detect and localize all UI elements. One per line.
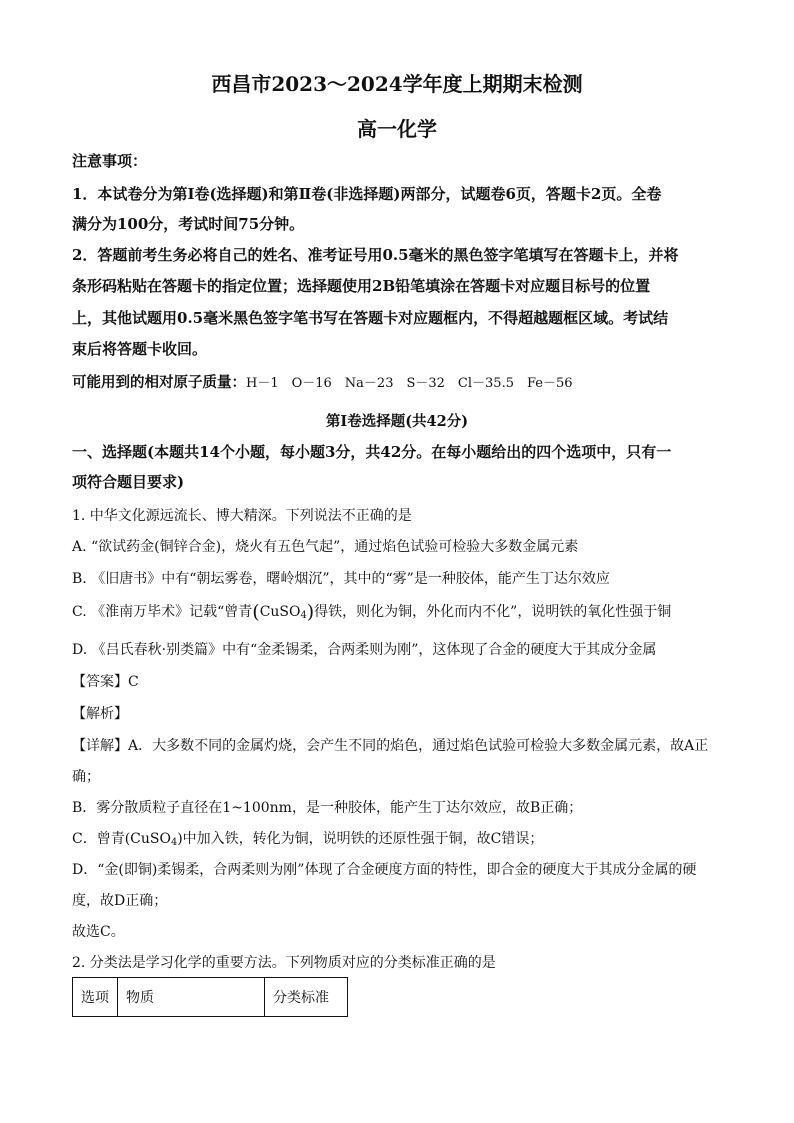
q1-option-c-formula: CuSO bbox=[259, 604, 301, 620]
notice-item1-line2: 满分为100分，考试时间75分钟。 bbox=[72, 215, 305, 233]
q1-detail-c bbox=[72, 828, 543, 848]
section-instructions-line2: 项符合题目要求) bbox=[72, 473, 185, 491]
q2-table bbox=[72, 977, 348, 1017]
notice-item2-line4: 束后将答题卡收回。 bbox=[72, 340, 208, 358]
q1-option-b: B. 《旧唐书》中有“朝坛雾卷，曙岭烟沉”，其中的“雾”是一种胶体，能产生丁达尔效应 bbox=[72, 571, 610, 587]
notice-item2-line3: 上，其他试题用0.5毫米黑色签字笔书写在答题卡对应题框内，不得超越题框区域。考试结 bbox=[72, 309, 669, 327]
notice-item2-line2: 条形码粘贴在答题卡的指定位置；选择题使用2B铅笔填涂在答题卡对应题目标号的位置 bbox=[72, 277, 651, 295]
q1-detail-c-subscript: 4 bbox=[170, 837, 178, 848]
notice-heading: 注意事项： bbox=[72, 152, 148, 170]
q1-detail-line1: 【详解】A．大多数不同的金属灼烧，会产生不同的焰色，通过焰色试验可检验大多数金属元素，故A正 bbox=[72, 738, 709, 754]
q2-stem: 2. 分类法是学习化学的重要方法。下列物质对应的分类标准正确的是 bbox=[72, 955, 496, 971]
atomic-mass-line bbox=[72, 371, 573, 392]
q1-option-c-text-start: C. 《淮南万毕术》记载“曾青 bbox=[72, 604, 253, 620]
table-header-substance: 物质 bbox=[118, 978, 265, 1017]
exam-subject: 高一化学 bbox=[357, 117, 437, 141]
exam-title: 西昌市2023～2024学年度上期期末检测 bbox=[211, 72, 583, 96]
q1-detail-b: B．雾分散质粒子直径在1~100nm，是一种胶体，能产生丁达尔效应，故B正确； bbox=[72, 800, 583, 816]
q1-detail-d-line1: D．“金(即铜)柔锡柔，合两柔则为刚”体现了合金硬度方面的特性，即合金的硬度大于其成分金属的硬 bbox=[72, 862, 697, 878]
notice-item1-line1: 1．本试卷分为第Ⅰ卷(选择题)和第Ⅱ卷(非选择题)两部分，试题卷6页，答题卡2页。全卷 bbox=[72, 185, 662, 203]
q1-stem: 1. 中华文化源远流长、博大精深。下列说法不正确的是 bbox=[72, 508, 412, 524]
table-header-row bbox=[73, 978, 348, 1017]
notice-item2-line1: 2．答题前考生务必将自己的姓名、准考证号用0.5毫米的黑色签字笔填写在答题卡上，并将 bbox=[72, 246, 679, 264]
table-header-option: 选项 bbox=[73, 978, 118, 1017]
table-header-criterion: 分类标准 bbox=[265, 978, 348, 1017]
q1-conclusion: 故选C。 bbox=[72, 924, 125, 940]
q1-option-d: D. 《吕氏春秋·别类篇》中有“金柔锡柔，合两柔则为刚”，这体现了合金的硬度大于其成分金属 bbox=[72, 642, 657, 658]
close-paren: ) bbox=[306, 601, 315, 623]
atomic-mass-values: H－1 O－16 Na－23 S－32 Cl－35.5 Fe－56 bbox=[246, 376, 573, 391]
q1-answer: 【答案】C bbox=[72, 674, 139, 690]
q1-option-c bbox=[72, 601, 671, 623]
q1-option-c-subscript: 4 bbox=[300, 610, 307, 621]
q1-detail-c-text-start: C．曾青(CuSO bbox=[72, 831, 171, 847]
q1-detail-c-text-end: )中加入铁，转化为铜，说明铁的还原性强于铜，故C错误； bbox=[177, 831, 544, 847]
q1-detail-d-line2: 度，故D正确； bbox=[72, 893, 168, 909]
open-paren: ( bbox=[252, 601, 260, 623]
q1-option-a: A. “欲试药金(铜锌合金)，烧火有五色气起”，通过焰色试验可检验大多数金属元素 bbox=[72, 539, 579, 555]
section-instructions-line1: 一、选择题(本题共14个小题，每小题3分，共42分。在每小题给出的四个选项中，只有一 bbox=[72, 443, 672, 461]
atomic-mass-label: 可能用到的相对原子质量： bbox=[72, 374, 246, 391]
q1-option-c-text-end: 得铁，则化为铜，外化而内不化”，说明铁的氧化性强于铜 bbox=[314, 604, 672, 620]
section-title: 第Ⅰ卷选择题(共42分) bbox=[325, 413, 469, 430]
q1-detail-line2: 确； bbox=[72, 769, 100, 785]
q1-analysis-label: 【解析】 bbox=[72, 706, 128, 722]
